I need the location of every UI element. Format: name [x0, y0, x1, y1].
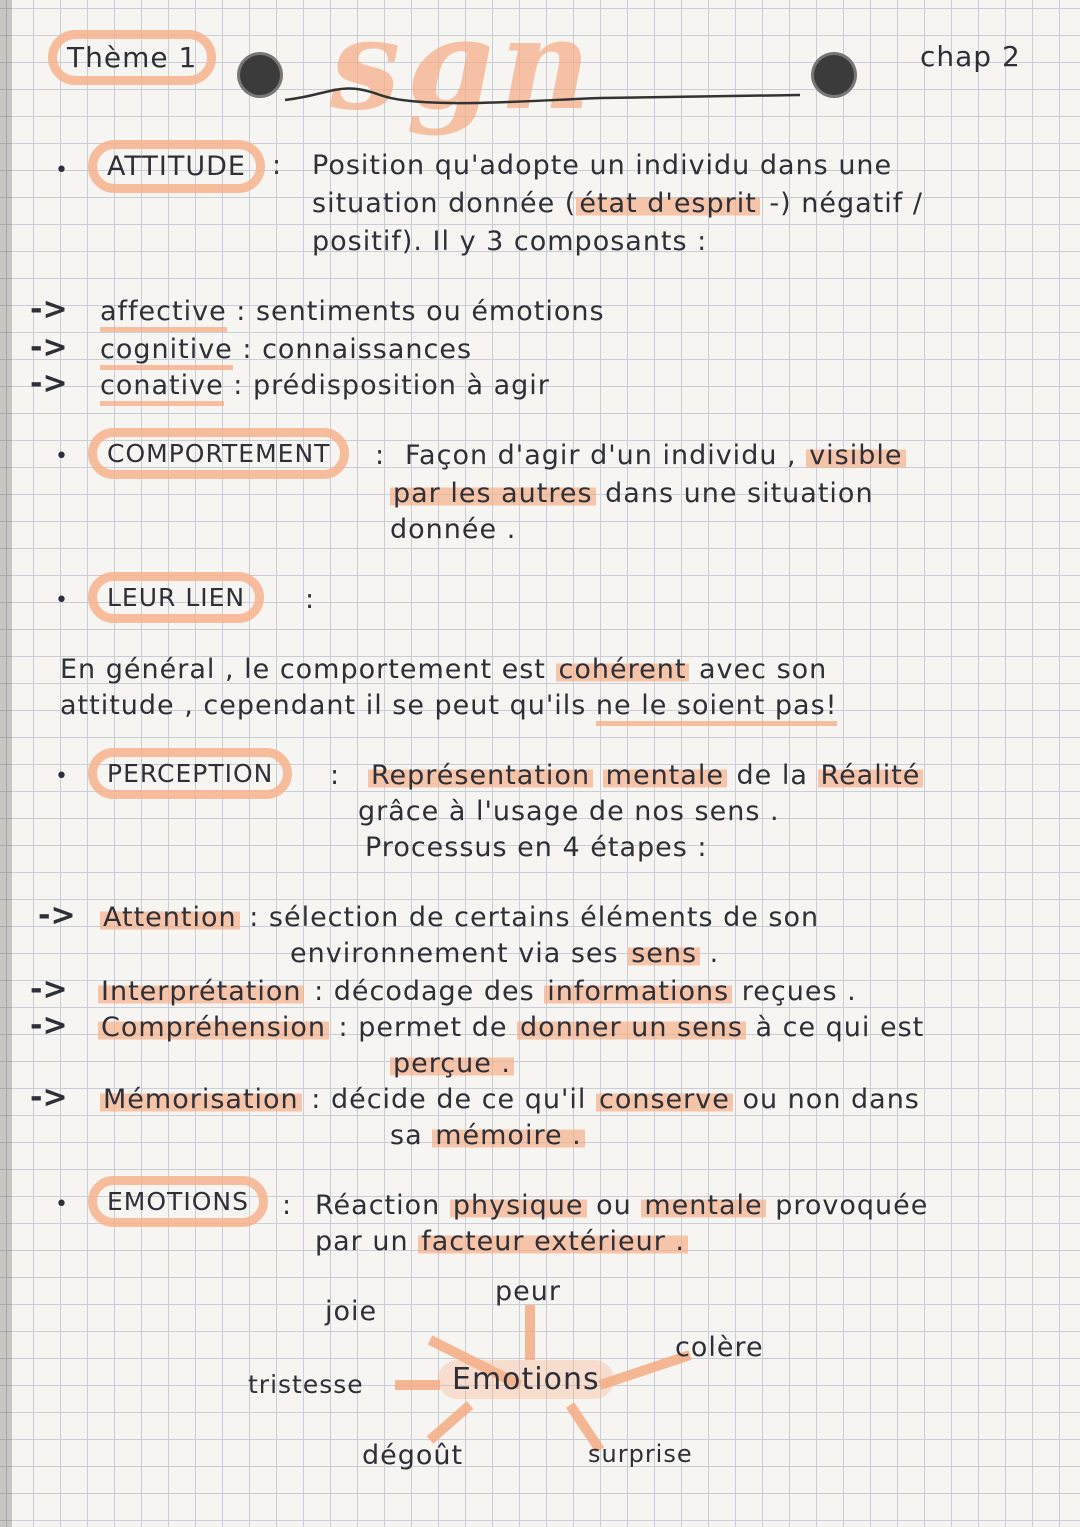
step-comprehension: Compréhension : permet de donner un sens à ce qui est [98, 1012, 924, 1043]
step-memorisation-line2: sa mémoire . [390, 1120, 585, 1151]
arrow-icon: -> [30, 292, 68, 327]
lien-title: LEUR LIEN [88, 572, 264, 623]
perception-def-line1: Représentation mentale de la Réalité [368, 760, 923, 791]
arrow-icon: -> [30, 1080, 68, 1115]
emotions-def-line1: Réaction physique ou mentale provoquée [315, 1190, 929, 1221]
attitude-title: ATTITUDE [88, 140, 265, 193]
comportement-def-line1: Façon d'agir d'un individu , visible [405, 440, 906, 471]
step-attention: Attention : sélection de certains éléments de son [100, 902, 819, 933]
emotions-title: EMOTIONS [88, 1176, 268, 1227]
component-conative: conative : prédisposition à agir [100, 370, 550, 401]
theme-label: Thème 1 [48, 30, 216, 85]
bullet-dot: • [55, 764, 68, 789]
arrow-icon: -> [30, 330, 68, 365]
colon: : [282, 1190, 293, 1221]
arrow-icon: -> [30, 1008, 68, 1043]
component-cognitive: cognitive : connaissances [100, 334, 472, 365]
step-interpretation: Interprétation : décodage des informations reçues . [98, 976, 857, 1007]
sgn-logo: sgn [330, 0, 597, 138]
arrow-icon: -> [38, 898, 76, 933]
diagram-node-joie: joie [325, 1296, 378, 1327]
colon: : [272, 150, 283, 181]
bullet-dot: • [55, 444, 68, 469]
step-attention-line2: environnement via ses sens . [290, 938, 720, 969]
colon: : [375, 440, 386, 471]
perception-def-line2: grâce à l'usage de nos sens . [358, 796, 780, 827]
diagram-node-tristesse: tristesse [248, 1370, 364, 1399]
lien-line2: attitude , cependant il se peut qu'ils ne le soient pas! [60, 690, 837, 721]
bullet-dot: • [55, 1192, 68, 1217]
bullet-dot: • [55, 158, 68, 183]
diagram-node-colere: colère [675, 1332, 764, 1363]
comportement-def-line3: donnée . [390, 514, 517, 545]
attitude-def-line1: Position qu'adopte un individu dans une [312, 150, 893, 181]
step-comprehension-line2: perçue . [390, 1048, 514, 1079]
diagram-center: Emotions [438, 1360, 614, 1399]
diagram-node-surprise: surprise [588, 1440, 693, 1468]
attitude-def-line2: situation donnée ( état d'esprit -) négatif / [312, 188, 923, 219]
diagram-node-peur: peur [495, 1276, 561, 1307]
colon: : [305, 584, 316, 615]
perception-title: PERCEPTION [88, 748, 292, 799]
arrow-icon: -> [30, 366, 68, 401]
colon: : [330, 760, 341, 791]
component-affective: affective : sentiments ou émotions [100, 296, 605, 327]
comportement-title: COMPORTEMENT [88, 428, 349, 479]
diagram-node-degout: dégoût [362, 1440, 464, 1471]
chapter-label: chap 2 [920, 40, 1021, 73]
attitude-def-line3: positif). Il y 3 composants : [312, 226, 708, 257]
comportement-def-line2: par les autres dans une situation [390, 478, 874, 509]
bullet-dot: • [55, 588, 68, 613]
arrow-icon: -> [30, 972, 68, 1007]
lien-line1: En général , le comportement est cohérent avec son [60, 654, 828, 685]
perception-def-line3: Processus en 4 étapes : [365, 832, 708, 863]
step-memorisation: Mémorisation : décide de ce qu'il conserve ou non dans [100, 1084, 920, 1115]
emotions-def-line2: par un facteur extérieur . [315, 1226, 688, 1257]
